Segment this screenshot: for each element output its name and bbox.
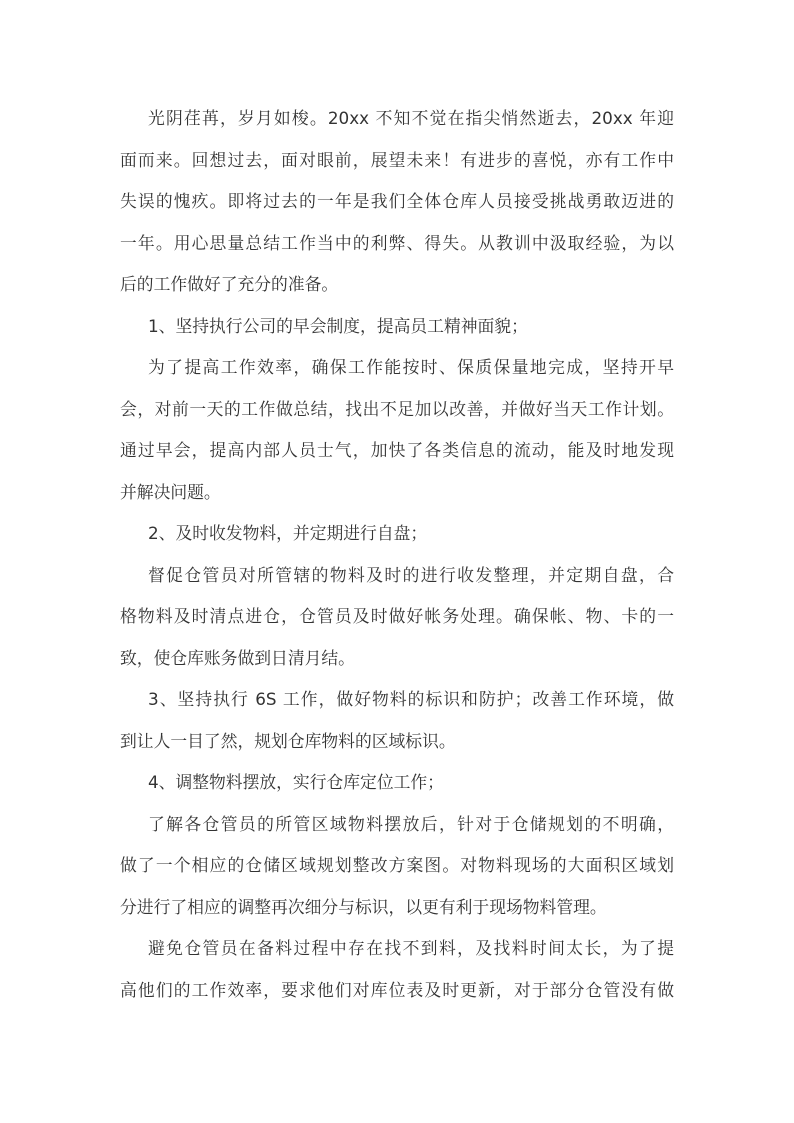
- text-line: 到让人一目了然，规划仓库物料的区域标识。: [120, 731, 456, 751]
- text-line: 通过早会，提高内部人员士气，加快了各类信息的流动，能及时地发现: [120, 440, 674, 460]
- section-heading: 4、调整物料摆放，实行仓库定位工作；: [148, 772, 444, 792]
- text-line: 面而来。回想过去，面对眼前，展望未来！有进步的喜悦，亦有工作中: [120, 150, 674, 170]
- section-heading: 1、坚持执行公司的早会制度，提高员工精神面貌；: [148, 316, 528, 336]
- text-line: 一年。用心思量总结工作当中的利弊、得失。从教训中汲取经验，为以: [120, 233, 674, 253]
- text-line: 分进行了相应的调整再次细分与标识，以更有利于现场物料管理。: [120, 897, 607, 917]
- text-line: 督促仓管员对所管辖的物料及时的进行收发整理，并定期自盘，合: [148, 565, 674, 585]
- text-line: 失误的愧疚。即将过去的一年是我们全体仓库人员接受挑战勇敢迈进的: [120, 191, 674, 211]
- text-line: 并解决问题。: [120, 482, 221, 502]
- text-line: 了解各仓管员的所管区域物料摆放后，针对于仓储规划的不明确，: [148, 814, 674, 834]
- section-heading: 3、坚持执行 6S 工作，做好物料的标识和防护；改善工作环境，做: [148, 689, 674, 709]
- text-line: 高他们的工作效率，要求他们对库位表及时更新，对于部分仓管没有做: [120, 980, 674, 1000]
- text-line: 致，使仓库账务做到日清月结。: [120, 648, 355, 668]
- text-line: 避免仓管员在备料过程中存在找不到料，及找料时间太长，为了提: [148, 938, 674, 958]
- text-line: 后的工作做好了充分的准备。: [120, 274, 339, 294]
- text-line: 格物料及时清点进仓，仓管员及时做好帐务处理。确保帐、物、卡的一: [120, 606, 674, 626]
- text-line: 为了提高工作效率，确保工作能按时、保质保量地完成，坚持开早: [148, 357, 674, 377]
- text-line: 做了一个相应的仓储区域规划整改方案图。对物料现场的大面积区域划: [120, 855, 674, 875]
- section-heading: 2、及时收发物料，并定期进行自盘；: [148, 523, 428, 543]
- text-line: 光阴荏苒，岁月如梭。20xx 不知不觉在指尖悄然逝去，20xx 年迎: [148, 108, 674, 128]
- text-line: 会，对前一天的工作做总结，找出不足加以改善，并做好当天工作计划。: [120, 399, 674, 419]
